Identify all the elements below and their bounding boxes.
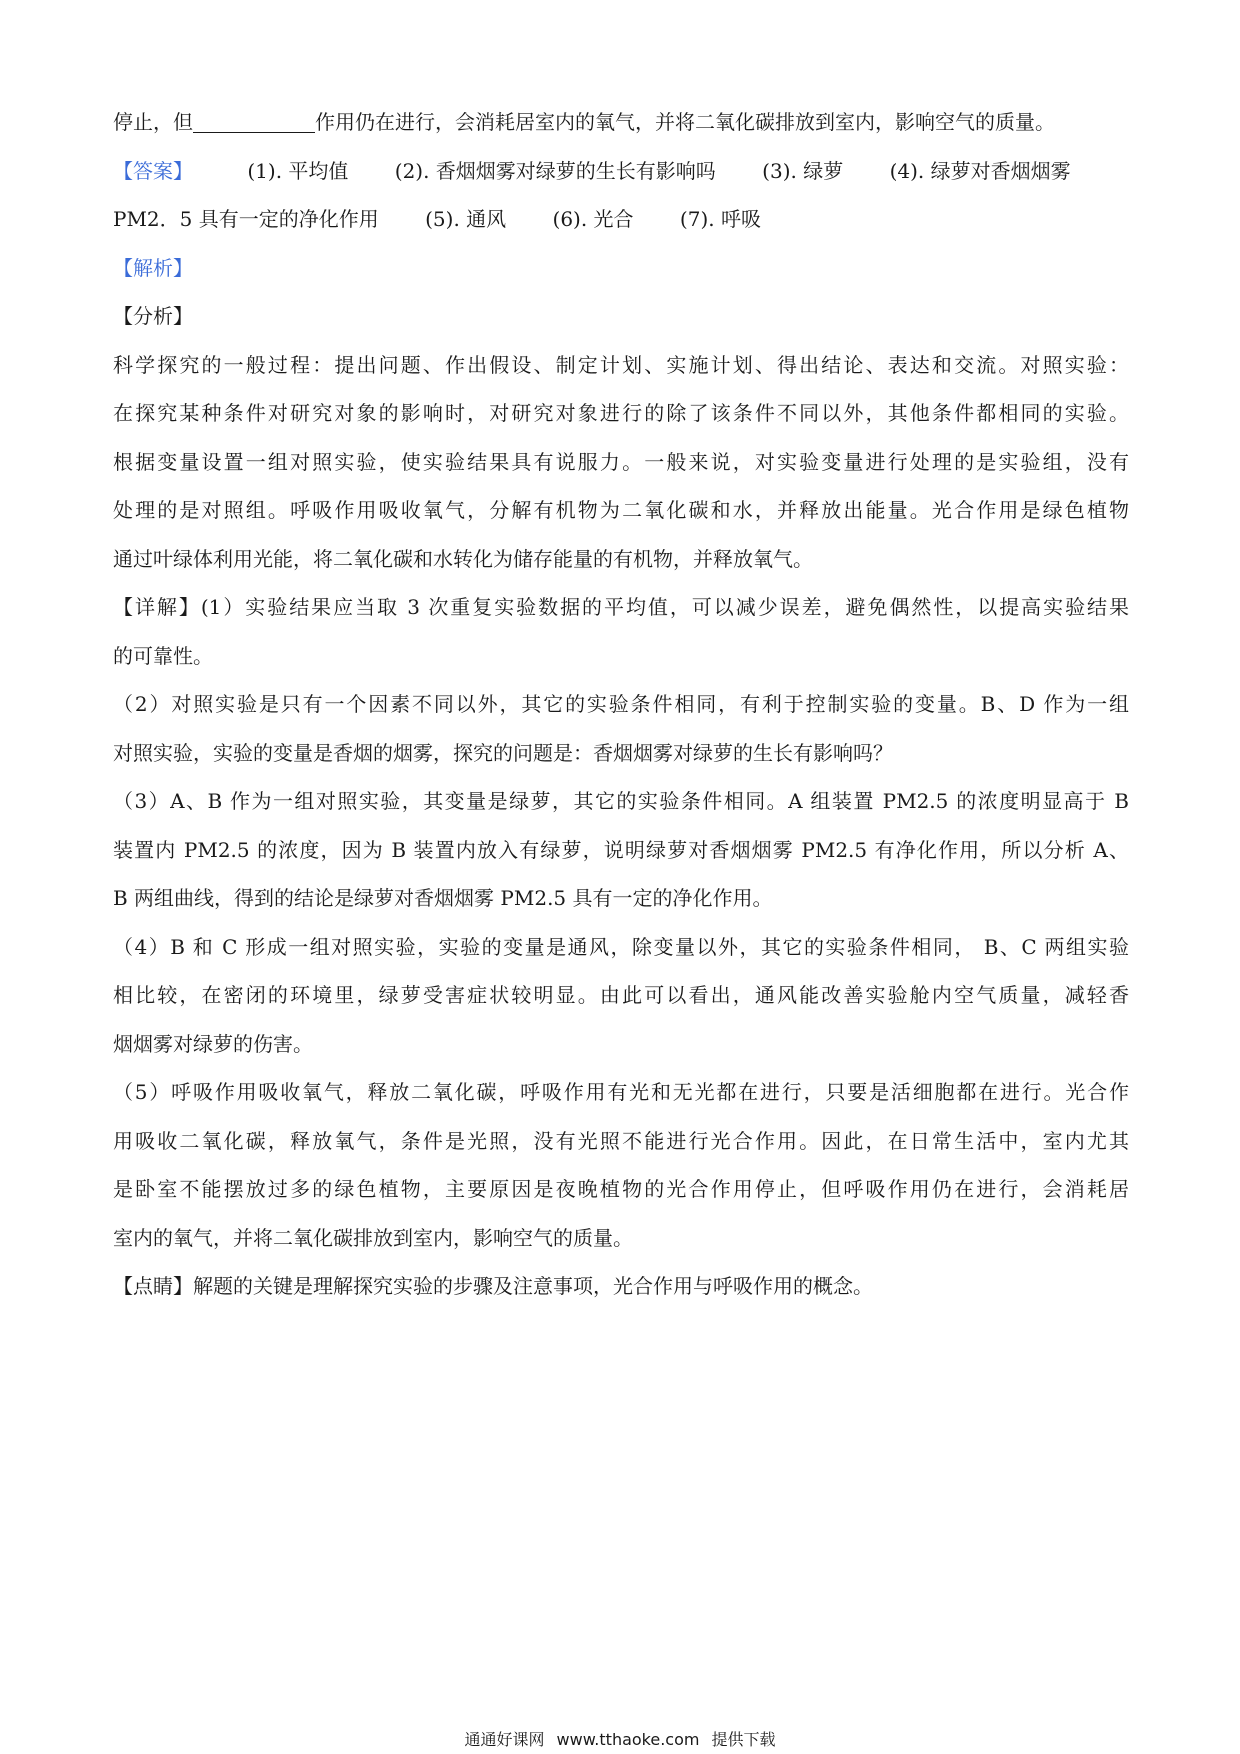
xiangjie-p4-line-3: 烟烟雾对绿萝的伤害。 bbox=[113, 1031, 313, 1056]
question-tail-after: 作用仍在进行，会消耗居室内的氧气，并将二氧化碳排放到室内，影响空气的质量。 bbox=[315, 110, 1055, 134]
answer-item-4-cont: PM2．5 具有一定的净化作用 bbox=[113, 207, 379, 231]
fenxi-line-5: 通过叶绿体利用光能，将二氧化碳和水转化为储存能量的有机物，并释放氧气。 bbox=[113, 546, 813, 571]
xiangjie-p1-line-2: 的可靠性。 bbox=[113, 643, 213, 668]
answer-item-2: (2). 香烟烟雾对绿萝的生长有影响吗 bbox=[394, 158, 716, 183]
fenxi-line-1: 科学探究的一般过程：提出问题、作出假设、制定计划、实施计划、得出结论、表达和交流。对照实验： bbox=[113, 352, 1129, 377]
page-footer bbox=[0, 1730, 1240, 1750]
xiangjie-p4-line-2: 相比较，在密闭的环境里，绿萝受害症状较明显。由此可以看出，通风能改善实验舱内空气质量，减轻香 bbox=[113, 983, 1129, 1007]
footer-note: 提供下载 bbox=[711, 1730, 776, 1749]
xiangjie-p5-line-1: （5）呼吸作用吸收氧气，释放二氧化碳，呼吸作用有光和无光都在进行，只要是活细胞都在进行。光合作 bbox=[113, 1080, 1129, 1104]
dianjing-tag: 【点睛】 bbox=[113, 1274, 193, 1298]
dianjing-text: 解题的关键是理解探究实验的步骤及注意事项，光合作用与呼吸作用的概念。 bbox=[193, 1274, 873, 1298]
jiexi-tag: 【解析】 bbox=[113, 255, 193, 280]
fenxi-heading bbox=[113, 292, 1129, 341]
answer-item-3: (3). 绿萝 bbox=[762, 158, 844, 183]
xiangjie-p5-line-2: 用吸收二氧化碳，释放氧气，条件是光照，没有光照不能进行光合作用。因此，在日常生活中，室内尤其 bbox=[113, 1128, 1129, 1153]
fenxi-line-4: 处理的是对照组。呼吸作用吸收氧气，分解有机物为二氧化碳和水，并释放出能量。光合作用是绿色植物 bbox=[113, 498, 1129, 522]
xiangjie-p1-line-1 bbox=[113, 583, 1129, 632]
answer-line-2 bbox=[113, 195, 1129, 244]
answer-item-5: (5). 通风 bbox=[425, 207, 507, 231]
xiangjie-p1-text: (1）实验结果应当取 3 次重复实验数据的平均值，可以减少误差，避免偶然性，以提高实验结果 bbox=[200, 595, 1130, 619]
xiangjie-p3-line-2: 装置内 PM2.5 的浓度，因为 B 装置内放入有绿萝，说明绿萝对香烟烟雾 PM2.5 有净化作用，所以分析 A、 bbox=[113, 837, 1129, 862]
fenxi-line-2: 在探究某种条件对研究对象的影响时，对研究对象进行的除了该条件不同以外，其他条件都相同的实验。 bbox=[113, 401, 1129, 425]
footer-site-name: 通通好课网 bbox=[464, 1730, 545, 1749]
question-tail-before: 停止，但 bbox=[113, 110, 193, 134]
dianjing-line bbox=[113, 1262, 1129, 1311]
fenxi-line-3: 根据变量设置一组对照实验，使实验结果具有说服力。一般来说，对实验变量进行处理的是实验组，没有 bbox=[113, 449, 1129, 474]
xiangjie-tag: 【详解】 bbox=[113, 595, 201, 619]
footer-url[interactable]: www.tthaoke.com bbox=[556, 1730, 700, 1749]
answer-item-4: (4). 绿萝对香烟烟雾 bbox=[889, 158, 1071, 183]
xiangjie-p5-line-3: 是卧室不能摆放过多的绿色植物，主要原因是夜晚植物的光合作用停止，但呼吸作用仍在进行，会消耗居 bbox=[113, 1177, 1129, 1201]
answer-item-7: (7). 呼吸 bbox=[679, 207, 761, 231]
xiangjie-p5-line-4: 室内的氧气，并将二氧化碳排放到室内，影响空气的质量。 bbox=[113, 1225, 633, 1250]
xiangjie-p2-line-2: 对照实验，实验的变量是香烟的烟雾，探究的问题是：香烟烟雾对绿萝的生长有影响吗？ bbox=[113, 740, 893, 765]
xiangjie-p2-line-1: （2）对照实验是只有一个因素不同以外，其它的实验条件相同，有利于控制实验的变量。B、D 作为一组 bbox=[113, 692, 1129, 716]
answer-tag: 【答案】 bbox=[113, 158, 193, 183]
answer-blank bbox=[193, 112, 315, 133]
xiangjie-p3-line-1: （3）A、B 作为一组对照实验，其变量是绿萝，其它的实验条件相同。A 组装置 PM2.5 的浓度明显高于 B bbox=[113, 789, 1129, 813]
answer-item-1: (1). 平均值 bbox=[247, 158, 349, 183]
jiexi-heading bbox=[113, 244, 1129, 293]
answer-item-6: (6). 光合 bbox=[552, 207, 634, 231]
answer-line-1 bbox=[113, 147, 1129, 196]
question-tail-line bbox=[113, 98, 1129, 147]
document-page bbox=[113, 98, 1129, 1311]
fenxi-tag: 【分析】 bbox=[113, 304, 193, 328]
xiangjie-p4-line-1: （4）B 和 C 形成一组对照实验，实验的变量是通风，除变量以外，其它的实验条件相同， B、C 两组实验 bbox=[113, 934, 1129, 959]
xiangjie-p3-line-3: B 两组曲线，得到的结论是绿萝对香烟烟雾 PM2.5 具有一定的净化作用。 bbox=[113, 886, 773, 910]
